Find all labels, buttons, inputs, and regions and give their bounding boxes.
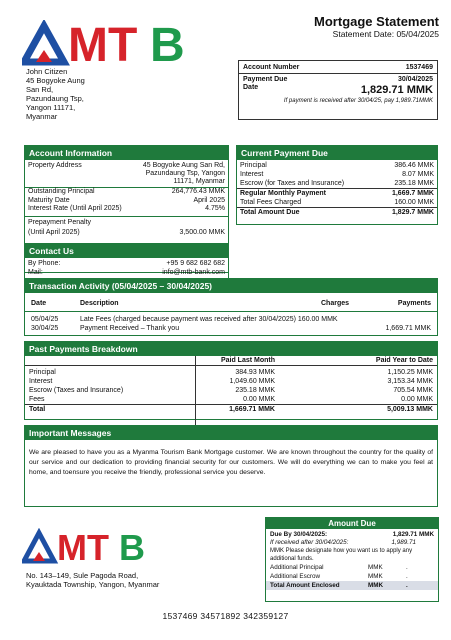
additional-escrow-field[interactable]: . xyxy=(406,573,408,580)
footer-account-line: 1537469 34571892 342359127 xyxy=(162,611,289,621)
footer-logo-letter-b: B xyxy=(119,528,145,564)
additional-principal-field[interactable]: . xyxy=(406,564,408,571)
past-payment-row: Escrow (Taxes and Insurance) 235.18 MMK 705.54 MMK xyxy=(29,387,433,394)
outstanding-principal: 264,776.43 MMK xyxy=(171,188,225,195)
contact-email[interactable]: info@mtb-bank.com xyxy=(162,269,225,276)
customer-address: John Citizen 45 Bogyoke Aung San Rd, Pazundaung Tsp, Yangon 11171, Myanmar xyxy=(26,67,85,121)
transaction-row: 30/04/25 Payment Received – Thank you 1,669.71 MMK xyxy=(31,325,431,332)
property-address: 45 Bogyoke Aung San Rd, Pazundaung Tsp, Yangon 11171, Myanmar xyxy=(142,162,225,185)
maturity-date: April 2025 xyxy=(193,196,225,204)
coupon-due-amount: 1,829.71 MMK xyxy=(392,531,434,538)
interest-rate: 4.75% xyxy=(205,205,225,212)
contact-phone[interactable]: +95 9 682 682 682 xyxy=(166,260,225,267)
contact-section: Contact Us By Phone: +95 9 682 682 682 Mail: info@mtb-bank.com xyxy=(24,243,229,280)
past-payments-section: Past Payments Breakdown Paid Last Month Paid Year to Date Principal 384.93 MMK 1,150.25 MMK Interest 1,049.60 MMK 3,153.34 MMK Escrow (Taxes and Insurance) 235.18 MMK 705.54 MMK Fees 0.00 MMK 0.00 MMK Total 1,669.71 MMK 5,009.13 MMK xyxy=(24,341,438,420)
current-payment-section: Current Payment Due Principal 386.46 MMK Interest 8.07 MMK Escrow (for Taxes and Insurance) 235.18 MMK Regular Monthly Payment 1,669.7 MMK Total Fees Charged 160.00 MMK Total Amount Due 1,829.7 MMK xyxy=(236,145,438,225)
summary-box: Account Number 1537469 Payment Due 30/04/2025 Date 1,829.71 MMK If payment is received after 30/04/25, pay 1,989.71MMK xyxy=(238,60,438,120)
past-payment-row: Principal 384.93 MMK 1,150.25 MMK xyxy=(29,369,433,376)
regular-monthly-payment: 1,669.7 MMK xyxy=(391,190,434,197)
contact-heading: Contact Us xyxy=(25,244,228,258)
late-payment-note: If payment is received after 30/04/25, pay 1,989.71MMK xyxy=(283,98,433,104)
logo-letter-b: B xyxy=(150,20,185,66)
past-payment-row: Interest 1,049.60 MMK 3,153.34 MMK xyxy=(29,378,433,385)
footer-logo-letters-mt: MT xyxy=(57,528,109,564)
total-amount-due: 1,829.7 MMK xyxy=(391,209,434,216)
amount-due: 1,829.71 MMK xyxy=(360,84,433,96)
account-information-section: Account Information Property Address 45 Bogyoke Aung San Rd, Pazundaung Tsp, Yangon 11171, Myanmar Outstanding Principal 264,776.43 MMK Maturity Date April 2025 Interest Rate (Until April 2025) 4.75% Prepayment Penalty (Until April 2025) 3,500.00 MMK xyxy=(24,145,229,273)
past-payments-heading: Past Payments Breakdown xyxy=(25,342,437,356)
transaction-row: 05/04/25 Late Fees (charged because payment was received after 30/04/2025) 160.00 MMK xyxy=(31,316,338,323)
statement-date: Statement Date: 05/04/2025 xyxy=(332,29,439,39)
mtb-footer-logo xyxy=(22,528,152,564)
important-messages-body: We are pleased to have you as a Myanma Tourism Bank Mortgage customer. We are known throughout the country for the quality of our service and our dedication to providing financial security for our customers. We will do everything we can to make you feel at home, and toensure you receive the friendly, professional service you deserve. xyxy=(29,449,433,476)
amount-due-heading: Amount Due xyxy=(266,518,438,529)
account-number: 1537469 xyxy=(405,64,433,71)
footer-address: No. 143–149, Sule Pagoda Road, Kyauktada Township, Yangon, Myanmar xyxy=(26,571,160,589)
current-payment-heading: Current Payment Due xyxy=(237,146,437,160)
past-payment-row: Fees 0.00 MMK 0.00 MMK xyxy=(29,396,433,403)
important-messages-heading: Important Messages xyxy=(25,426,437,440)
page-title: Mortgage Statement xyxy=(314,14,439,29)
account-information-heading: Account Information xyxy=(25,146,228,160)
mtb-logo xyxy=(22,20,192,66)
past-payment-total-row: Total 1,669.71 MMK 5,009.13 MMK xyxy=(25,404,437,414)
total-amount-enclosed-field[interactable]: . xyxy=(406,582,408,589)
important-messages-section xyxy=(24,425,438,507)
logo-letters-mt: MT xyxy=(68,20,138,66)
customer-name: John Citizen xyxy=(26,67,68,76)
payment-due-date: 30/04/2025 xyxy=(397,76,433,83)
transaction-activity-heading: Transaction Activity (05/04/2025 – 30/04/2025) xyxy=(25,279,437,293)
transaction-activity-section: Transaction Activity (05/04/2025 – 30/04/2025) Date Description Charges Payments 05/04/25 Late Fees (charged because payment was received after 30/04/2025) 160.00 MMK 30/04/25 Payment Received – Thank you 1,669.71 MMK xyxy=(24,278,438,336)
prepayment-penalty: 3,500.00 MMK xyxy=(179,228,225,236)
amount-due-coupon: Amount Due Due By 30/04/2025: 1,829.71 MMK If received after 30/04/2025: 1,989.71 MMK Please designate how you want us to apply any additional funds. Additional Principal MMK . Additional Escrow MMK . Total Amount Enclosed MMK . xyxy=(265,517,439,602)
